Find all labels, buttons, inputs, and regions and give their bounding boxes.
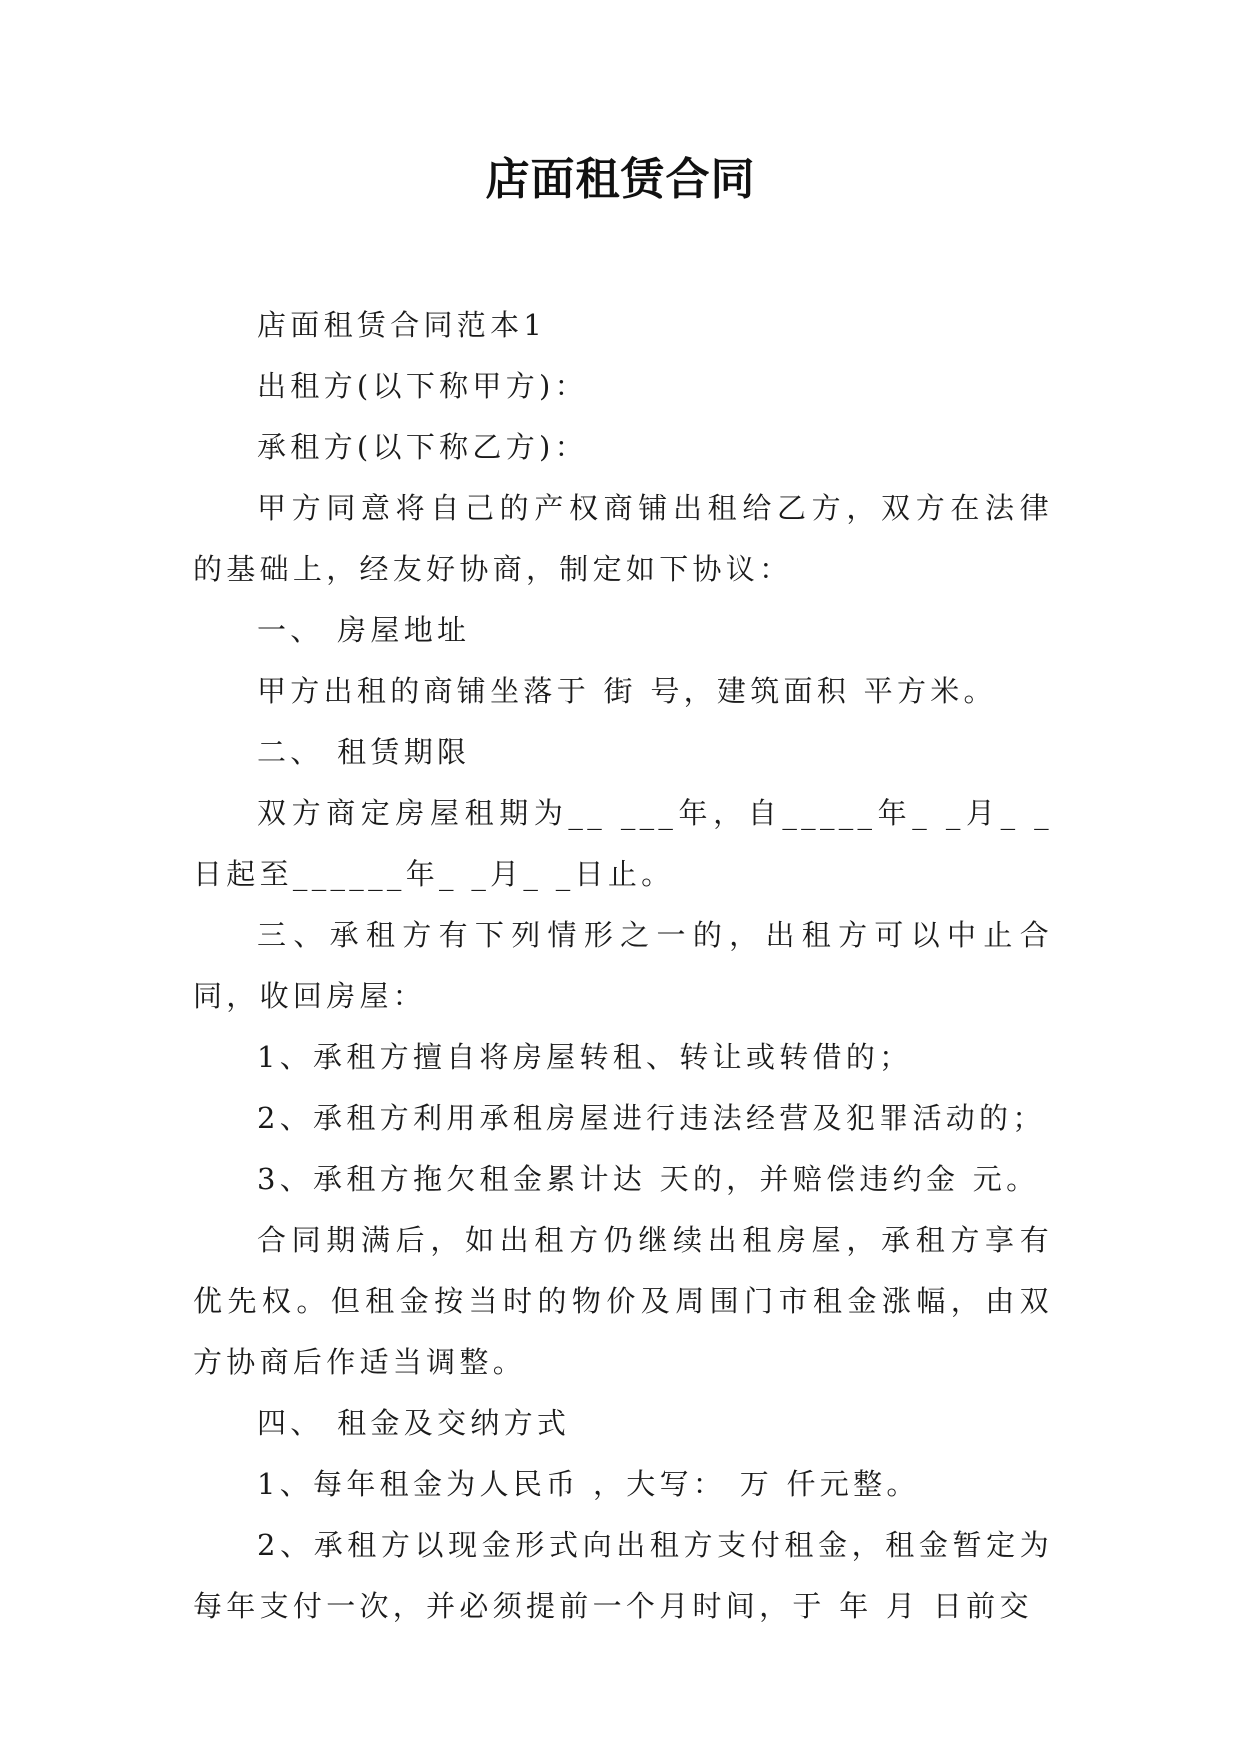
document-title: 店面租赁合同 [485, 154, 756, 205]
document-body [193, 295, 1053, 1637]
paragraph-template-heading: 店面租赁合同范本1 [257, 308, 547, 342]
section-heading-rent: 四、 租金及交纳方式 [257, 1406, 571, 1440]
section-heading-address: 一、 房屋地址 [257, 613, 471, 647]
paragraph-renewal: 合同期满后，如出租方仍继续出租房屋，承租方享有优先权。但租金按当时的物价及周围门市租金涨幅，由双方协商后作适当调整。 [193, 1223, 1053, 1379]
section-heading-term: 二、 租赁期限 [257, 735, 471, 769]
clause-arrears: 3、承租方拖欠租金累计达 天的，并赔偿违约金 元。 [257, 1162, 1040, 1196]
paragraph-term: 双方商定房屋租期为__ ___年，自_____年_ _月_ _日起至______年_ _月_ _日止。 [193, 796, 1053, 891]
clause-illegal-use: 2、承租方利用承租房屋进行违法经营及犯罪活动的； [257, 1101, 1046, 1135]
clause-sublet: 1、承租方擅自将房屋转租、转让或转借的； [257, 1040, 913, 1074]
paragraph-lessee: 承租方(以下称乙方)： [257, 430, 588, 464]
paragraph-lessor: 出租方(以下称甲方)： [257, 369, 588, 403]
paragraph-agreement-intro: 甲方同意将自己的产权商铺出租给乙方，双方在法律的基础上，经友好协商，制定如下协议： [193, 491, 1053, 586]
clause-payment-method: 2、承租方以现金形式向出租方支付租金，租金暂定为每年支付一次，并必须提前一个月时间，于 年 月 日前交 [193, 1528, 1053, 1623]
clause-annual-rent: 1、每年租金为人民币 ，大写： 万 仟元整。 [257, 1467, 920, 1501]
paragraph-address: 甲方出租的商铺坐落于 街 号，建筑面积 平方米。 [257, 674, 997, 708]
section-heading-termination: 三、承租方有下列情形之一的，出租方可以中止合同，收回房屋： [193, 918, 1053, 1013]
